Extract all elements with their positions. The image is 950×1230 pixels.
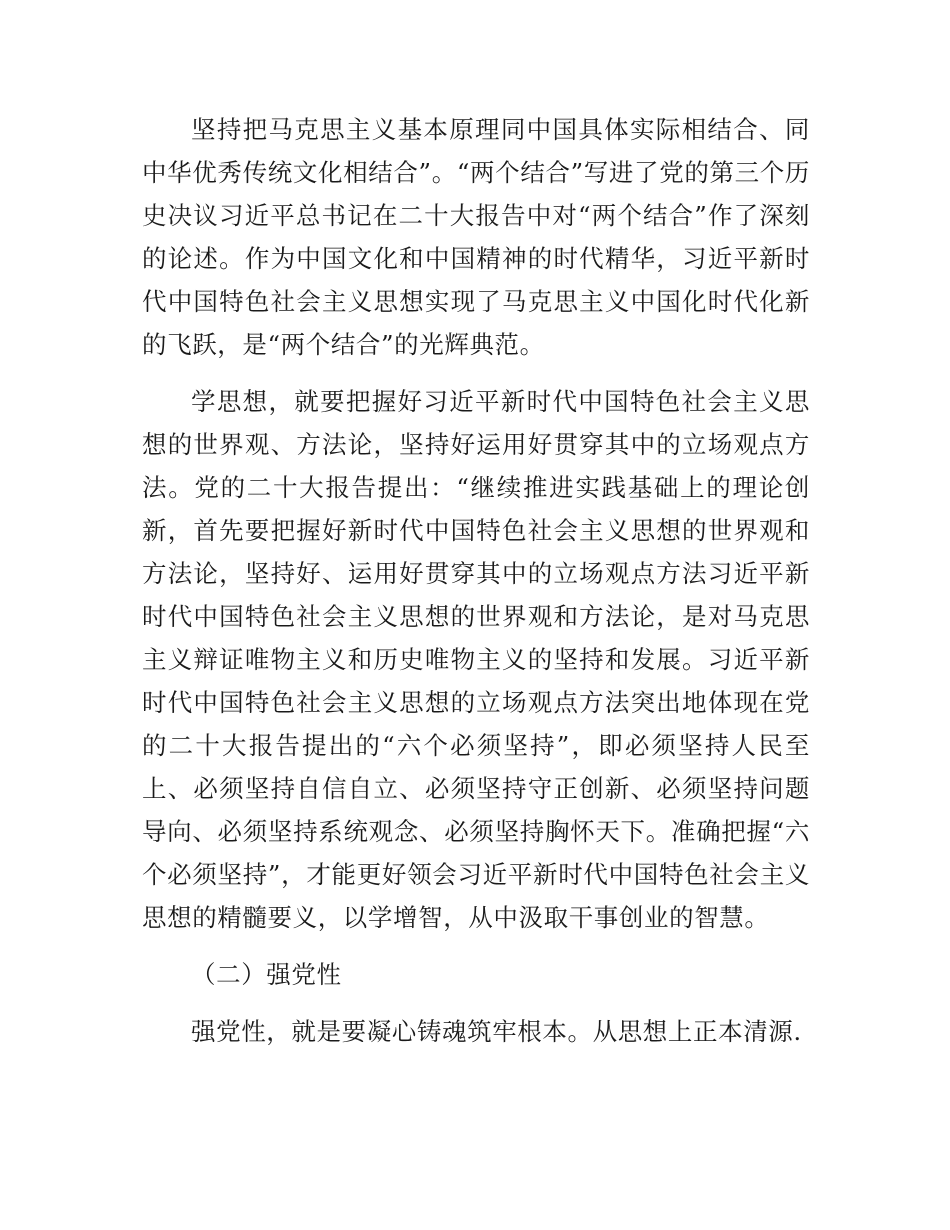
paragraph-strengthen-party: 强党性，就是要凝心铸魂筑牢根本。从思想上正本清源.	[191, 1017, 802, 1046]
section-heading: （二）强党性	[191, 960, 342, 989]
paragraph-study-thought: 学思想，就要把握好习近平新时代中国特色社会主义思想的世界观、方法论，坚持好运用好贯穿其中的立场观点方法。党的二十大报告提出：“继续推进实践基础上的理论创新，首先要把握好新时代中国特色社会主义思想的世界观和方法论，坚持好、运用好贯穿其中的立场观点方法习近平新时代中国特色社会主义思想的世界观和方法论，是对马克思主义辩证唯物主义和历史唯物主义的坚持和发展。习近平新时代中国特色社会主义思想的立场观点方法突出地体现在党的二十大报告提出的“六个必须坚持”，即必须坚持人民至上、必须坚持自信自立、必须坚持守正创新、必须坚持问题导向、必须坚持系统观念、必须坚持胸怀天下。准确把握“六个必须坚持”，才能更好领会习近平新时代中国特色社会主义思想的精髓要义，以学增智，从中汲取干事创业的智慧。	[142, 387, 810, 932]
paragraph-two-integrations: 坚持把马克思主义基本原理同中国具体实际相结合、同中华优秀传统文化相结合”。“两个结合”写进了党的第三个历史决议习近平总书记在二十大报告中对“两个结合”作了深刻的论述。作为中国文化和中国精神的时代精华，习近平新时代中国特色社会主义思想实现了马克思主义中国化时代化新的飞跃，是“两个结合”的光辉典范。	[142, 115, 810, 359]
document-page	[142, 108, 810, 1067]
